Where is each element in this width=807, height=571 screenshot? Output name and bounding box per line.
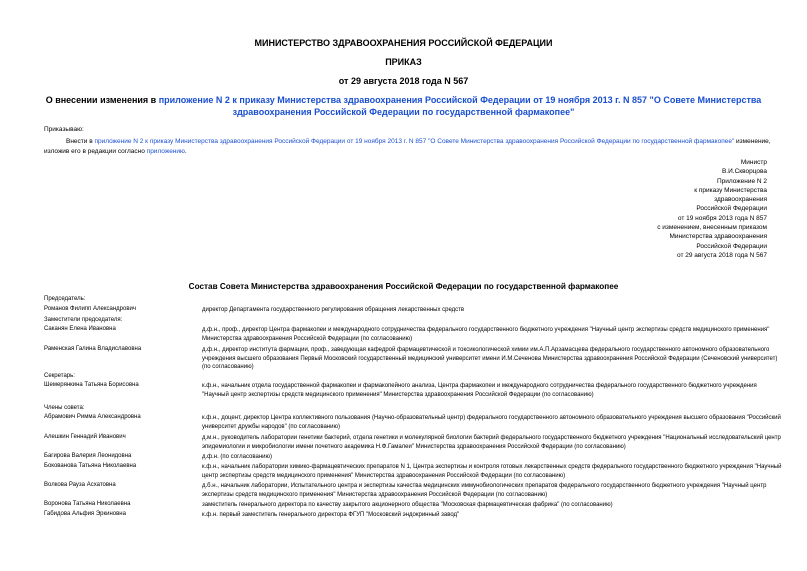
member-name: Алешкин Геннадий Иванович bbox=[44, 434, 126, 440]
member-description: к.ф.н., начальник отдела государственной фармакопеи и фармакопейного анализа, Центра фармакопеи и международного сотрудничества федерального государственного бюджетного учреждения "Научный центр экспертизы средств медицинского применения" Министерства здравоохранения Российской Федерации (по согласованию) bbox=[202, 383, 757, 398]
document-title bbox=[40, 94, 767, 118]
signature-line: Приложение N 2 bbox=[716, 177, 767, 185]
signature-block bbox=[657, 158, 767, 260]
ministry-header: МИНИСТЕРСТВО ЗДРАВООХРАНЕНИЯ РОССИЙСКОЙ ФЕДЕРАЦИИ bbox=[254, 38, 553, 48]
composition-title: Состав Совета Министерства здравоохранения Российской Федерации по государственной фармакопее bbox=[188, 282, 619, 291]
member-description: к.ф.н., начальник лаборатории химико-фармацевтических препаратов N 1, Центра экспертизы и контроля готовых лекарственных средств федерального государственного бюджетного учреждения "Научный центр экспертизы средств медицинского применения" Министерства здравоохранения Российской Федерации (по согласованию) bbox=[202, 464, 782, 479]
member-description: заместитель генерального директора по качеству закрытого акционерного общества "Московская фармацевтическая фабрика" (по согласованию) bbox=[202, 502, 613, 508]
member-description: д.б.н., начальник лаборатории, Испытательного центра и экспертизы качества медицинских иммунобиологических препаратов федерального государственного бюджетного учреждения "Научный центр экспертизы средств медицинского применения" Министерства здравоохранения Российской Федерации (по согласованию) bbox=[202, 483, 767, 498]
signature-line: от 19 ноября 2013 года N 857 bbox=[677, 214, 767, 222]
intro-middle: изменение, изложив его в редакции согласно bbox=[44, 138, 771, 155]
member-description: д.ф.н., проф., директор Центра фармакопеи и международного сотрудничества федерального государственного бюджетного учреждения "Научный центр экспертизы средств медицинского применения" Министерства здравоохранения Российской Федерации (по согласованию) bbox=[202, 327, 770, 342]
member-description: к.ф.н. первый заместитель генерального директора ФГУП "Московский эндокринный завод" bbox=[202, 512, 460, 518]
member-name: Багирова Валерия Леонидовна bbox=[44, 453, 132, 459]
signature-line: к приказу Министерства bbox=[694, 186, 767, 194]
intro-link-prilozheniyu[interactable]: приложению bbox=[146, 147, 185, 155]
signature-line: от 29 августа 2018 года N 567 bbox=[676, 251, 767, 259]
group-label-chair: Председатель: bbox=[44, 296, 86, 302]
member-name: Воронова Татьяна Николаевна bbox=[44, 501, 131, 507]
member-name: Бокованова Татьяна Николаевна bbox=[44, 463, 137, 469]
signature-line: с изменением, внесенным приказом bbox=[657, 224, 767, 232]
group-label-members: Члены совета: bbox=[44, 405, 85, 411]
title-link[interactable]: приложение N 2 к приказу Министерства здравоохранения Российской Федерации от 19 ноября 2013 г. N 857 "О Совете Министерства здравоохранения Российской Федерации по государственной фармакопее" bbox=[158, 95, 762, 117]
member-name: Романов Филипп Александрович bbox=[44, 306, 136, 312]
signature-line: Министр bbox=[740, 159, 767, 166]
title-prefix: О внесении изменения в bbox=[45, 95, 159, 105]
member-name: Габидова Альфия Эркиновна bbox=[44, 511, 126, 517]
member-name: Раменская Галина Владиславовна bbox=[44, 346, 142, 352]
prikazyvayu-label: Приказываю: bbox=[44, 126, 84, 133]
member-name: Абрамович Римма Александровна bbox=[44, 414, 141, 420]
member-description: д.ф.н. (по согласованию) bbox=[202, 454, 272, 460]
group-label-deputies: Заместители председателя: bbox=[44, 317, 123, 323]
member-name: Волкова Рауза Асхатовна bbox=[44, 482, 116, 488]
member-description: директор Департамента государственного регулирования обращения лекарственных средств bbox=[202, 307, 465, 313]
member-name: Саканян Елена Ивановна bbox=[44, 326, 116, 332]
signature-line: Министерства здравоохранения bbox=[669, 233, 767, 241]
document-type: ПРИКАЗ bbox=[385, 57, 422, 67]
member-description: д.м.н., руководитель лаборатории генетики бактерий, отдела генетики и молекулярной биологии бактерий федерального государственного бюджетного учреждения "Национальный исследовательский центр эпидемиологии и микробиологии имени почетного академика Н.Ф.Гамалеи" Министерства здравоохранения Российской Федерации (по согласованию) bbox=[202, 435, 781, 450]
signature-line: Российской Федерации bbox=[696, 242, 767, 250]
signature-line: здравоохранения bbox=[714, 196, 767, 204]
member-name: Шемерянкина Татьяна Борисовна bbox=[44, 382, 139, 388]
signature-line: Российской Федерации bbox=[696, 205, 767, 213]
intro-end: . bbox=[184, 147, 187, 155]
signature-line: В.И.Скворцова bbox=[721, 168, 767, 176]
document-date-number: от 29 августа 2018 года N 567 bbox=[338, 76, 469, 86]
intro-prefix: Внести в bbox=[66, 138, 95, 145]
group-label-secretary: Секретарь: bbox=[44, 373, 75, 379]
member-description: д.ф.н., директор института фармации, проф., заведующая кафедрой фармацевтической и токсикологической химии им.А.П.Арзамасцева федерального государственного автономного образовательного учреждения высшего образования Первый Московский государственный медицинский университет имени И.М.Сеченова Министерства здравоохранения Российской Федерации (Сеченовский университет) (по согласованию) bbox=[202, 347, 778, 371]
member-description: к.ф.н., доцент, директор Центра коллективного пользования (Научно-образовательный центр) федерального государственного автономного образовательного учреждения высшего образования "Российский университет дружбы народов" (по согласованию) bbox=[202, 415, 781, 430]
intro-paragraph bbox=[44, 137, 774, 156]
intro-link-appendix[interactable]: приложение N 2 к приказу Министерства здравоохранения Российской Федерации от 19 ноября 2013 г. N 857 "О Совете Министерства здравоохранения Российской Федерации по государственной фармакопее" bbox=[94, 138, 735, 145]
